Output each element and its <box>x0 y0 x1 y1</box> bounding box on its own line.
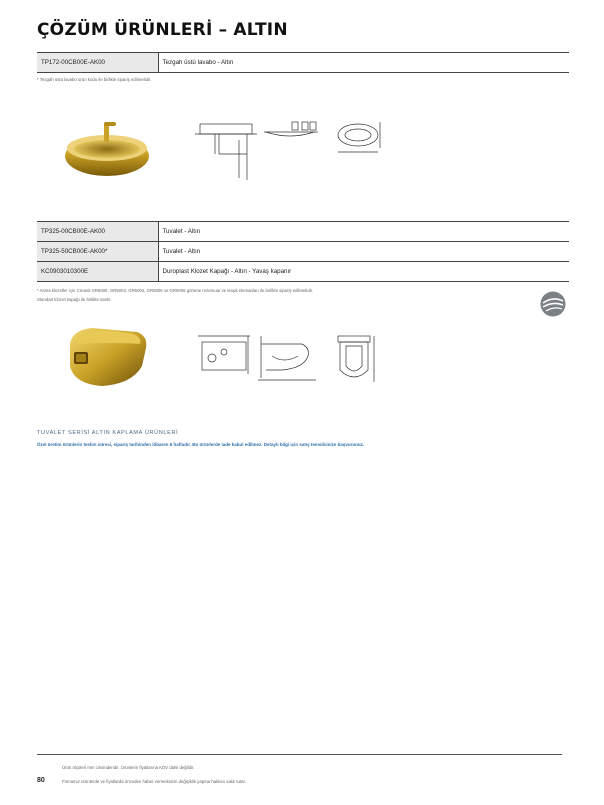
page-title: ÇÖZÜM ÜRÜNLERİ – ALTIN <box>37 20 288 40</box>
product-table-toilet <box>37 221 569 282</box>
toilet-rear-drawing <box>198 332 252 382</box>
gold-basin-photo <box>62 118 152 180</box>
footer-divider <box>37 754 562 755</box>
toilet-top-drawing <box>334 332 380 386</box>
product-code: KC0903010300E <box>37 262 158 282</box>
footer-note: Firmamız ürünlerde ve fiyatlarda önceden haber vermeksizin değişiklik yapma hakkını saklı tutar. <box>62 779 246 784</box>
basin-top-drawing <box>336 120 388 158</box>
table-note: * Tezgah üstü lavabo ürün kodu ile birlikte sipariş edilmelidir. <box>37 77 152 82</box>
basin-side-drawing <box>262 118 320 158</box>
product-description: Tuvalet - Altın <box>162 228 201 235</box>
product-code: TP325-50CB00E-AK00* <box>37 242 158 262</box>
product-table-basin <box>37 52 569 73</box>
product-code: TP325-00CB00E-AK00 <box>37 222 158 242</box>
table-note: Standart klozet kapağı ile birlikte satılır. <box>37 297 112 302</box>
section-note: Özel üretim ürünlerin teslim süresi, sipariş tarihinden itibaren 6 haftadır. Bu ürünlerde iade kabul edilmez. Detaylı bilgi için satış temsilcinize başvurunuz. <box>37 442 365 447</box>
table-row <box>37 262 569 282</box>
product-description: Duroplast Klozet Kapağı - Altın - Yavaş kapanır <box>162 268 292 275</box>
footer-note: Ürün ölçüleri mm cinsindendir. Ürünlerin fiyatlarına KDV dahil değildir. <box>62 765 195 770</box>
product-description: Tezgah üstü lavabo - Altın <box>162 59 234 66</box>
page-number: 80 <box>37 777 45 784</box>
gold-toilet-photo <box>62 322 152 392</box>
table-row <box>37 242 569 262</box>
brand-logo-icon <box>540 291 566 317</box>
product-description: Tuvalet - Altın <box>162 248 201 255</box>
product-code: TP172-00CB00E-AK00 <box>37 53 158 73</box>
section-title: TUVALET SERİSİ ALTIN KAPLAMA ÜRÜNLERİ <box>37 430 179 436</box>
basin-front-drawing <box>195 120 257 182</box>
table-row <box>37 53 569 73</box>
toilet-side-drawing <box>258 334 320 382</box>
table-note: * Asma klozetler için Creavit GR5000, GR5003, GR5004, GR5005 ve GR5006 gömme rezervuar ve tespit elemanları ile birlikte sipariş edilmelidir. <box>37 288 314 293</box>
table-row <box>37 222 569 242</box>
